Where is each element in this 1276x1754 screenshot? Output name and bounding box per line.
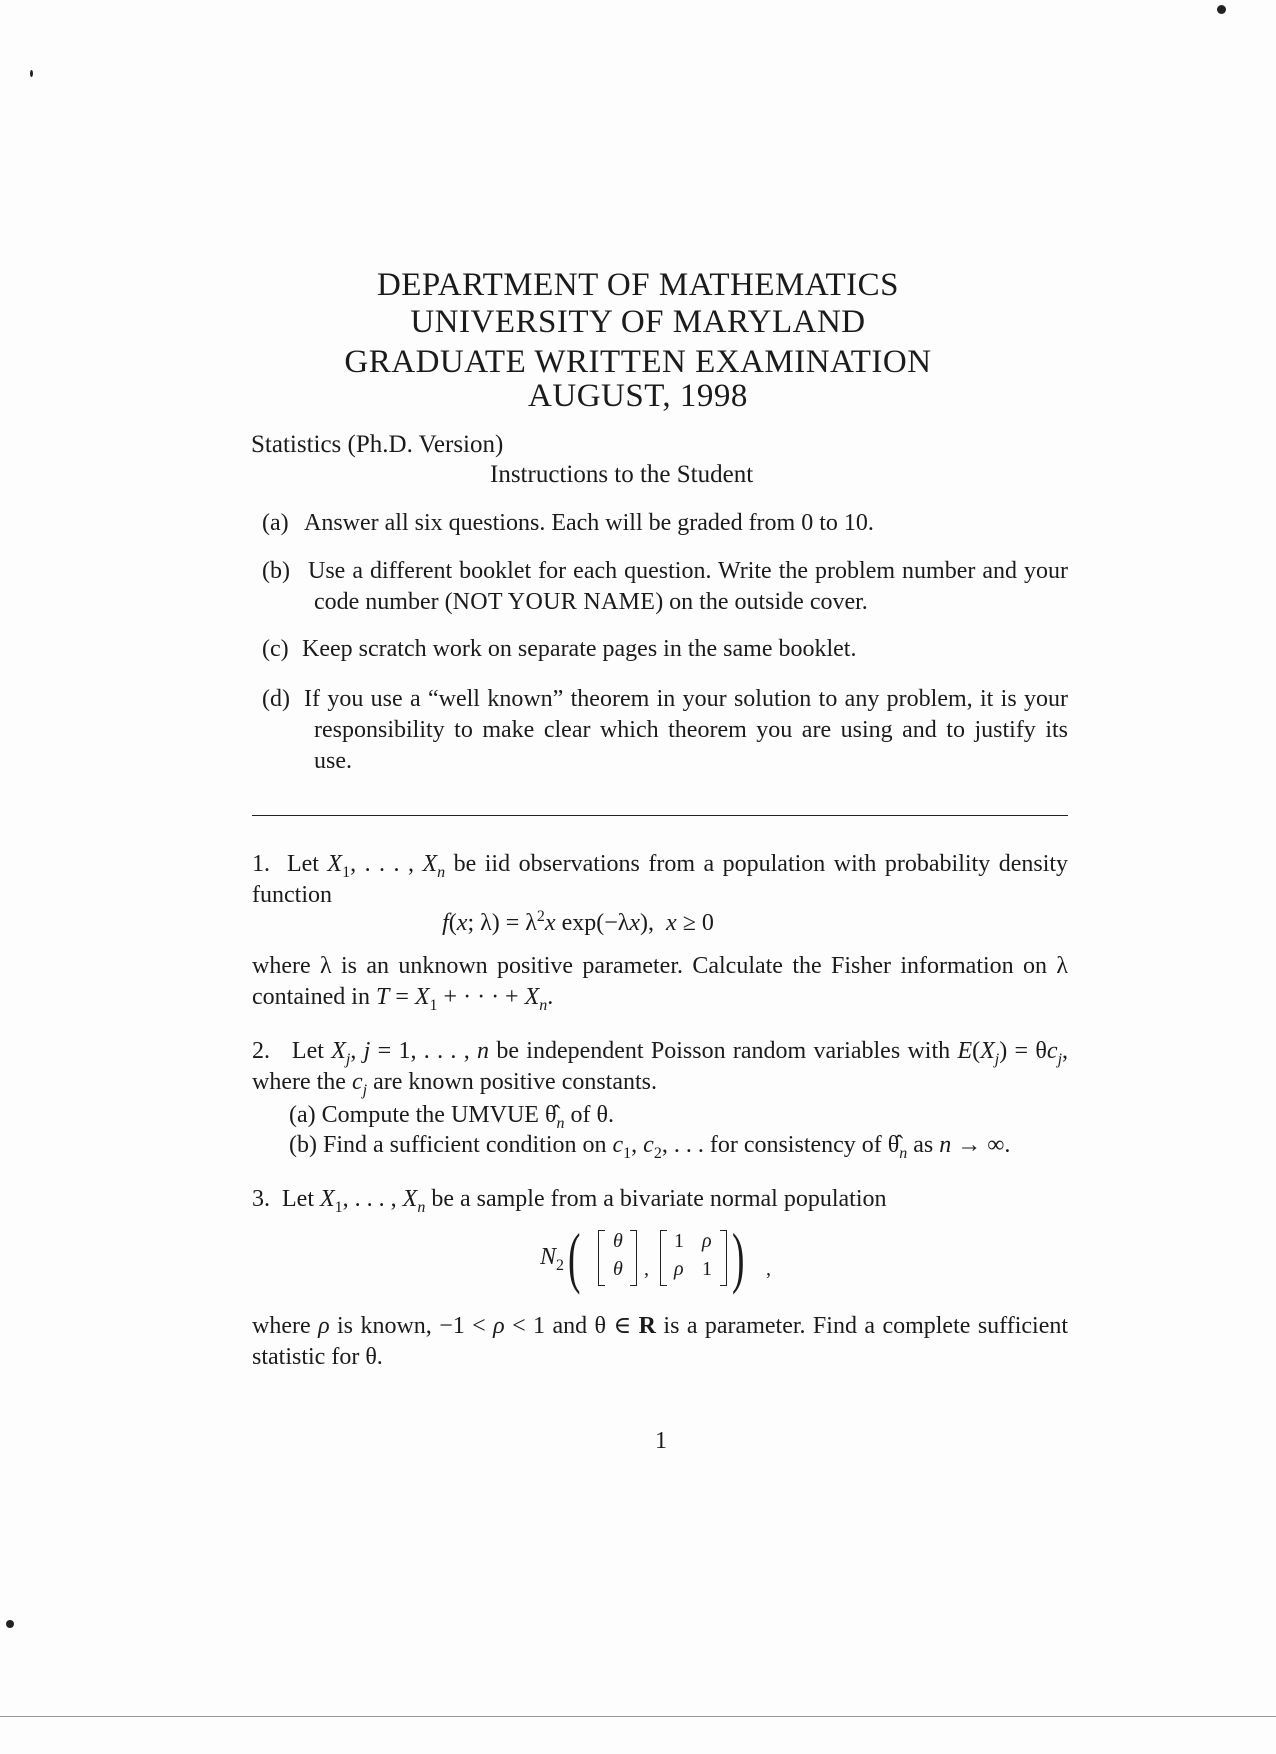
- header-university: UNIVERSITY OF MARYLAND: [410, 304, 866, 340]
- header-department: DEPARTMENT OF MATHEMATICS: [376, 267, 900, 303]
- scan-speck: [6, 1620, 14, 1628]
- problem-1-where: where λ is an unknown positive parameter. Calculate the Fisher information on λ contained in $T = X_1$ + · · · + $X_n$.: [252, 953, 1068, 1014]
- instruction-b: [262, 556, 1068, 618]
- problem-3-param: is a parameter. Find a complete sufficient statistic for: [252, 1313, 1069, 1370]
- instruction-label: (d): [262, 686, 290, 712]
- problem-1-intro: be iid observations from a population with probability density function: [252, 851, 1069, 908]
- problem-2-known: where the: [252, 1069, 346, 1095]
- instruction-label: (a): [262, 510, 289, 536]
- scan-speck: [1217, 5, 1226, 14]
- exam-subject: Statistics (Ph.D. Version): [251, 431, 504, 458]
- header-date: AUGUST, 1998: [528, 378, 748, 414]
- problem-3-distribution: $N_2$ ( θ θ , 1 ρ ρ 1 ) ,: [540, 1219, 771, 1295]
- problem-1-where-text: where λ is an unknown positive parameter. Calculate the Fisher information on λ contained in: [252, 953, 1068, 1010]
- instruction-c: [262, 634, 1068, 665]
- page-number: 1: [655, 1428, 667, 1454]
- header-exam-name: GRADUATE WRITTEN EXAMINATION: [344, 344, 932, 380]
- problem-2b-text: (b) Find a sufficient condition on: [289, 1132, 607, 1158]
- problem-2-part-b: (b) Find a sufficient condition on $c_1$, $c_2$, . . . for consistency of $\thetâ_n$ as n → ∞.: [289, 1132, 1011, 1162]
- scan-edge-line: [0, 1716, 1276, 1717]
- problem-2-part-a: (a) Compute the UMVUE $\thetâ_n$ of θ.: [289, 1102, 614, 1132]
- problem-number: 2.: [252, 1038, 270, 1064]
- problem-2: 2. Let $X_j$, j = 1, . . . , n be independent Poisson random variables with $E(X_j) = \theta c_j$, where the $c_j$ are known positive constants.: [252, 1038, 1069, 1099]
- problem-number: 1.: [252, 851, 270, 877]
- scan-speck: [30, 70, 33, 77]
- problem-2a-end: of: [570, 1102, 591, 1128]
- problem-2b-end: as: [913, 1132, 934, 1158]
- instruction-d: [262, 684, 1068, 777]
- instruction-label: (b): [262, 558, 290, 584]
- instruction-text: If you use a “well known” theorem in your solution to any problem, it is your responsibility to make clear which theorem you are using and to justify its use.: [304, 686, 1068, 774]
- problem-2-known2: are known positive constants.: [373, 1069, 658, 1095]
- problem-1: 1. Let $X_1$, . . . , $X_n$ be iid observations from a population with probability density function: [252, 851, 1069, 908]
- instructions-title: Instructions to the Student: [490, 461, 754, 488]
- instruction-text: Keep scratch work on separate pages in the same booklet.: [302, 636, 857, 662]
- instruction-a: [262, 508, 1068, 539]
- problem-2a-text: (a) Compute the UMVUE: [289, 1102, 539, 1128]
- problem-1-density: f(x; $\lambda) = \lambda^2x$ exp(−λx), x ≥ 0: [442, 908, 714, 936]
- instruction-text: ) on the outside cover.: [655, 589, 868, 615]
- instruction-emphasis: NOT YOUR NAME: [452, 589, 656, 615]
- problem-number: 3.: [252, 1186, 270, 1212]
- instruction-text: Answer all six questions. Each will be graded from 0 to 10.: [304, 510, 874, 536]
- problem-3: 3. Let $X_1$, . . . , $X_n$ be a sample from a bivariate normal population: [252, 1186, 887, 1216]
- problem-2b-mid: for consistency of: [709, 1132, 882, 1158]
- instruction-text: Use a different booklet for each question. Write the problem number and your code number (: [308, 558, 1068, 615]
- problem-2-intro: be independent Poisson random variables with: [496, 1038, 951, 1064]
- section-divider: [252, 815, 1068, 816]
- problem-3-intro: be a sample from a bivariate normal population: [431, 1186, 887, 1212]
- problem-3-where-text: is known,: [337, 1313, 432, 1339]
- problem-3-where: where ρ is known, −1 < ρ < 1 and θ ∈ R is a parameter. Find a complete sufficient statistic for θ.: [252, 1313, 1069, 1370]
- instruction-label: (c): [262, 636, 289, 662]
